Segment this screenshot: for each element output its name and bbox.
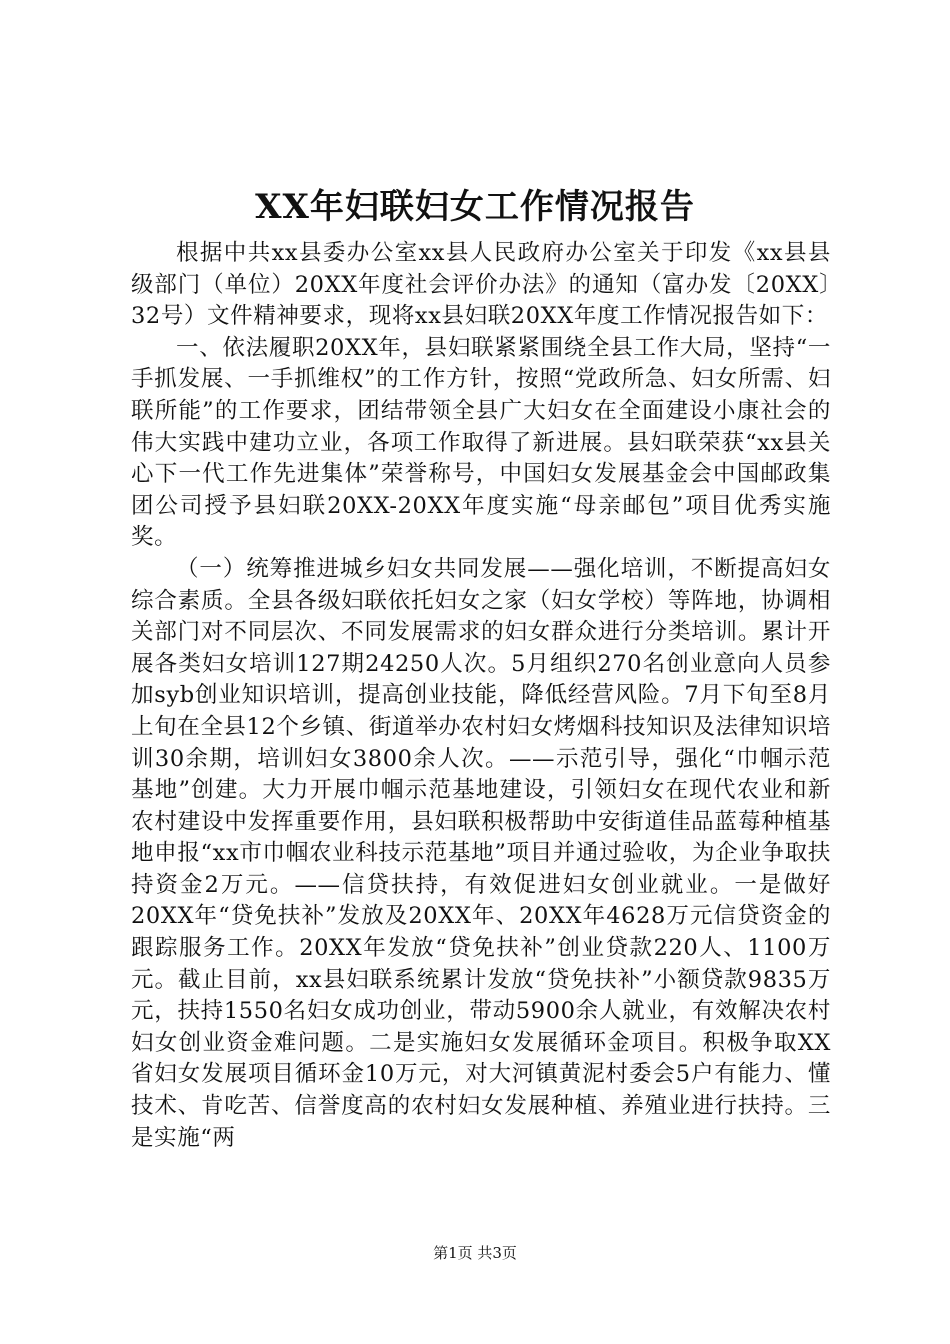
page-footer: 第1页 共3页 (433, 1244, 517, 1262)
paragraph-subsection-one: （一）统筹推进城乡妇女共同发展——强化培训，不断提高妇女综合素质。全县各级妇联依托妇女之家（妇女学校）等阵地，协调相关部门对不同层次、不同发展需求的妇女群众进行分类培训。累计开展各类妇女培训127期24250人次。5月组织270名创业意向人员参加syb创业知识培训，提高创业技能，降低经营风险。7月下旬至8月上旬在全县12个乡镇、街道举办农村妇女烤烟科技知识及法律知识培训30余期，培训妇女3800余人次。——示范引导，强化“巾帼示范基地”创建。大力开展巾帼示范基地建设，引领妇女在现代农业和新农村建设中发挥重要作用，县妇联积极帮助中安街道佳品蓝莓种植基地申报“xx市巾帼农业科技示范基地”项目并通过验收，为企业争取扶持资金2万元。——信贷扶持，有效促进妇女创业就业。一是做好20XX年“贷免扶补”发放及20XX年、20XX年4628万元信贷资金的跟踪服务工作。20XX年发放“贷免扶补”创业贷款220人、1100万元。截止目前，xx县妇联系统累计发放“贷免扶补”小额贷款9835万元，扶持1550名妇女成功创业，带动5900余人就业，有效解决农村妇女创业资金难问题。二是实施妇女发展循环金项目。积极争取XX省妇女发展项目循环金10万元，对大河镇黄泥村委会5户有能力、懂技术、肯吃苦、信誉度高的农村妇女发展种植、养殖业进行扶持。三是实施“两 (131, 555, 831, 1151)
paragraph-intro: 根据中共xx县委办公室xx县人民政府办公室关于印发《xx县县级部门（单位）20XX年度社会评价办法》的通知（富办发〔20XX〕32号）文件精神要求，现将xx县妇联20XX年度工作情况报告如下： (131, 240, 831, 330)
document-body (131, 238, 831, 1154)
paragraph-section-one: 一、依法履职20XX年，县妇联紧紧围绕全县工作大局，坚持“一手抓发展、一手抓维权”的工作方针，按照“党政所急、妇女所需、妇联所能”的工作要求，团结带领全县广大妇女在全面建设小康社会的伟大实践中建功立业，各项工作取得了新进展。县妇联荣获“xx县关心下一代工作先进集体”荣誉称号，中国妇女发展基金会中国邮政集团公司授予县妇联20XX-20XX年度实施“母亲邮包”项目优秀实施奖。 (131, 334, 831, 551)
document-title: XX年妇联妇女工作情况报告 (255, 187, 695, 227)
